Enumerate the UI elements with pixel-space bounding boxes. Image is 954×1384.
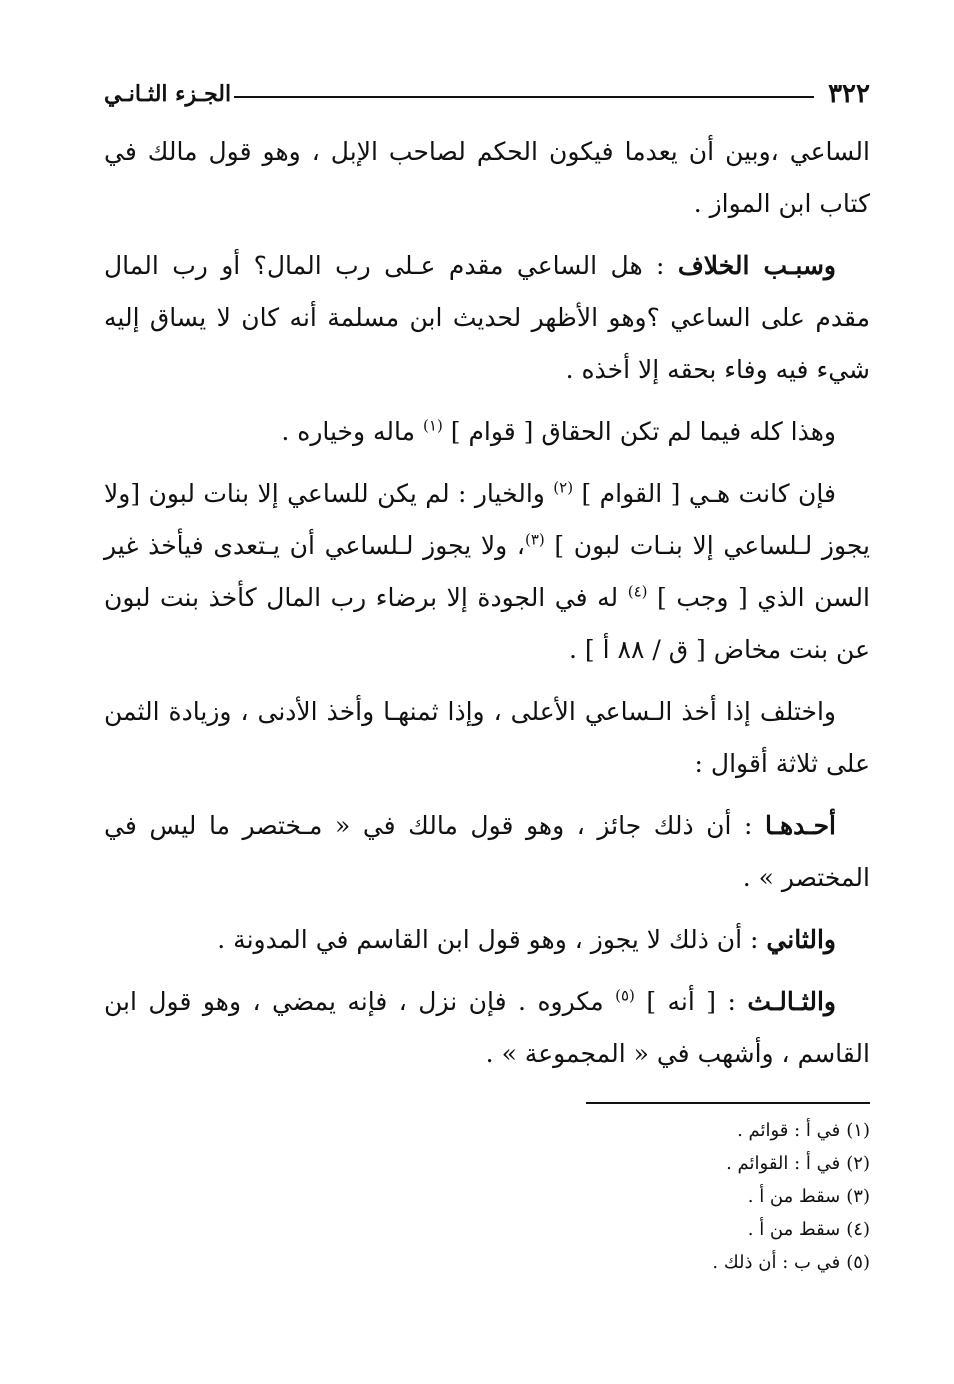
paragraph-text: واختلف إذا أخذ الـساعي الأعلى ، وإذا ثمنهـا وأخذ الأدنى ، وزيادة الثمن على ثلاثة أقوال : xyxy=(104,697,870,778)
paragraph xyxy=(104,406,870,458)
book-page xyxy=(104,72,870,1279)
paragraph xyxy=(104,976,870,1080)
footnote-text: في أ : القوائم . xyxy=(726,1153,841,1174)
running-title: الجـزء الثـانـي xyxy=(104,81,232,107)
page-number: ٣٢٢ xyxy=(828,79,870,109)
footnote-item xyxy=(104,1213,870,1246)
footnote-marker: (١) xyxy=(423,416,443,435)
paragraph xyxy=(104,686,870,790)
footnote-item xyxy=(104,1246,870,1279)
footnote-number: (١) xyxy=(846,1120,870,1141)
paragraph-text: والخيار : لم يكن للساعي إلا بنات لبون [ولا يجوز لـلساعي إلا بنـات لبون ] xyxy=(104,479,871,560)
paragraph xyxy=(104,126,870,230)
paragraph-text: : أن ذلك لا يجوز ، وهو قول ابن القاسم في المدونة . xyxy=(217,925,767,954)
paragraph-text: وهذا كله فيما لم تكن الحقاق [ قوام ] xyxy=(442,417,836,446)
footnote-item xyxy=(104,1114,870,1147)
footnote-text: سقط من أ . xyxy=(747,1186,841,1207)
paragraph xyxy=(104,800,870,904)
footnotes xyxy=(104,1114,870,1279)
footnote-item xyxy=(104,1147,870,1180)
paragraph xyxy=(104,914,870,966)
paragraph-text: ، ولا يجوز لـلساعي أن يـتعدى فيأخذ غير السن الذي [ وجب ] xyxy=(104,531,870,612)
paragraph xyxy=(104,240,870,396)
footnote-marker: (٣) xyxy=(524,530,545,549)
paragraph-lead: أحـدهـا xyxy=(765,811,836,840)
paragraph-text: الساعي ،وبين أن يعدما فيكون الحكم لصاحب الإبل ، وهو قول مالك في كتاب ابن المواز . xyxy=(104,137,870,218)
footnote-number: (٢) xyxy=(846,1153,870,1174)
paragraph-text: له في الجودة إلا برضاء رب المال كأخذ بنت لبون عن بنت مخاض [ ق / ٨٨ أ ] . xyxy=(104,583,870,664)
main-text xyxy=(104,126,870,1080)
footnote-separator xyxy=(586,1102,870,1104)
footnote-text: في ب : أن ذلك . xyxy=(712,1252,841,1273)
paragraph-text: : هل الساعي مقدم عـلى رب المال؟ أو رب المال مقدم على الساعي ؟وهو الأظهر لحديث ابن مسلمة أنه كان لا يساق إليه شيء فيه وفاء بحقه إلا أخذه . xyxy=(104,251,870,384)
footnote-text: سقط من أ . xyxy=(747,1219,841,1240)
footnote-marker: (٤) xyxy=(627,582,648,601)
footnote-item xyxy=(104,1180,870,1213)
footnote-number: (٥) xyxy=(846,1252,870,1273)
paragraph-text: فإن كانت هـي [ القوام ] xyxy=(573,479,836,508)
footnote-number: (٣) xyxy=(846,1186,870,1207)
paragraph-text: : [ أنه ] xyxy=(634,987,748,1016)
footnote-number: (٤) xyxy=(846,1219,870,1240)
paragraph-lead: والثاني xyxy=(766,925,836,954)
footnote-marker: (٢) xyxy=(553,478,574,497)
page-header xyxy=(104,72,870,116)
header-rule xyxy=(234,96,814,98)
footnote-marker: (٥) xyxy=(615,986,635,1005)
paragraph xyxy=(104,468,870,676)
footnote-text: في أ : قوائم . xyxy=(737,1120,841,1141)
paragraph-text: ماله وخياره . xyxy=(281,417,424,446)
paragraph-text: مكروه . فإن نزل ، فإنه يمضي ، وهو قول ابن القاسم ، وأشهب في « المجموعة » . xyxy=(104,987,870,1068)
paragraph-text: : أن ذلك جائز ، وهو قول مالك في « مـختصر ما ليس في المختصر » . xyxy=(104,811,870,892)
paragraph-lead: والثـالـث xyxy=(747,987,836,1016)
paragraph-lead: وسبـب الخلاف xyxy=(677,251,836,280)
